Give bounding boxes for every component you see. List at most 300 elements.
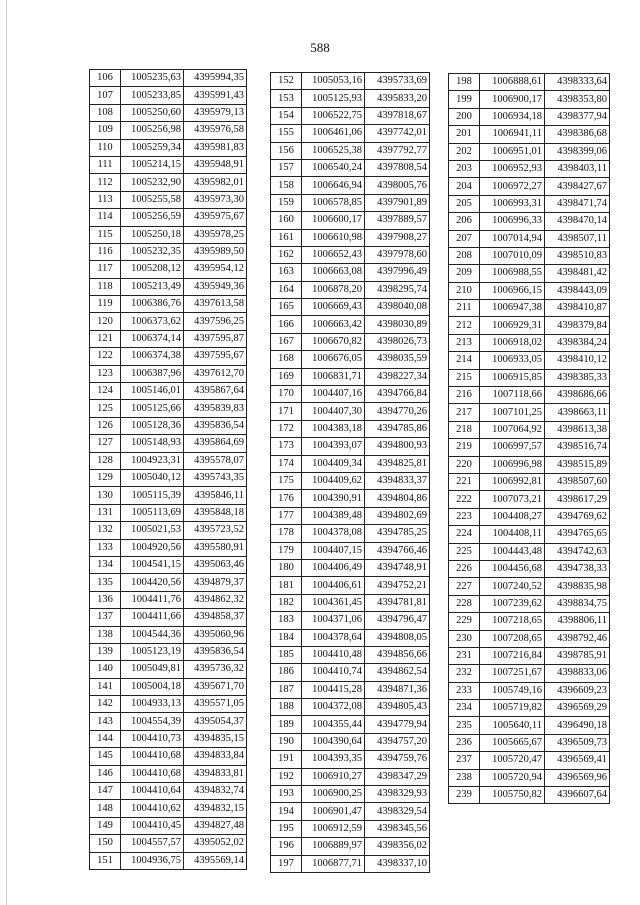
point-number-cell: 198 [449,74,480,91]
point-number-cell: 155 [271,125,302,142]
x-coordinate-cell: 1004933,13 [121,696,184,713]
table-row [449,560,610,577]
x-coordinate-cell: 1004410,74 [302,664,365,681]
y-coordinate-cell: 4395836,54 [184,643,247,660]
point-number-cell: 118 [90,278,121,295]
x-coordinate-cell: 1005255,58 [121,191,184,208]
table-row [449,352,610,369]
x-coordinate-cell: 1005214,15 [121,156,184,173]
table-row [90,678,247,695]
y-coordinate-cell: 4398507,11 [545,230,610,247]
x-coordinate-cell: 1005640,11 [480,717,545,734]
x-coordinate-cell: 1006831,71 [302,368,365,385]
point-number-cell: 219 [449,439,480,456]
y-coordinate-cell: 4395848,18 [184,504,247,521]
table-row [271,594,430,611]
table-row [271,107,430,124]
x-coordinate-cell: 1005235,63 [121,70,184,87]
x-coordinate-cell: 1006910,27 [302,768,365,785]
point-number-cell: 169 [271,368,302,385]
table-row [90,261,247,278]
point-number-cell: 114 [90,209,121,226]
x-coordinate-cell: 1005053,16 [302,73,365,90]
x-coordinate-cell: 1004936,75 [121,852,184,869]
x-coordinate-cell: 1006387,96 [121,365,184,382]
y-coordinate-cell: 4396609,23 [545,682,610,699]
point-number-cell: 193 [271,786,302,803]
table-row [449,334,610,351]
table-row [271,212,430,229]
coordinates-table-middle [270,72,430,873]
point-number-cell: 185 [271,646,302,663]
table-row [90,817,247,834]
scan-edge-line [6,0,7,905]
y-coordinate-cell: 4398040,08 [365,299,430,316]
x-coordinate-cell: 1005040,12 [121,469,184,486]
x-coordinate-cell: 1004411,66 [121,609,184,626]
table-row [449,247,610,264]
point-number-cell: 170 [271,386,302,403]
point-number-cell: 132 [90,522,121,539]
table-row [90,104,247,121]
point-number-cell: 178 [271,525,302,542]
table-row [449,595,610,612]
x-coordinate-cell: 1004410,45 [121,817,184,834]
y-coordinate-cell: 4398356,02 [365,838,430,855]
table-row [90,226,247,243]
y-coordinate-cell: 4395949,36 [184,278,247,295]
y-coordinate-cell: 4398410,87 [545,300,610,317]
table-row [271,264,430,281]
table-row [90,348,247,365]
point-number-cell: 227 [449,578,480,595]
point-number-cell: 212 [449,317,480,334]
table-row [449,300,610,317]
point-number-cell: 163 [271,264,302,281]
point-number-cell: 173 [271,438,302,455]
point-number-cell: 190 [271,733,302,750]
y-coordinate-cell: 4396569,41 [545,752,610,769]
point-number-cell: 231 [449,647,480,664]
x-coordinate-cell: 1004411,76 [121,591,184,608]
y-coordinate-cell: 4398833,06 [545,665,610,682]
table-row [449,647,610,664]
point-number-cell: 106 [90,70,121,87]
point-number-cell: 195 [271,820,302,837]
y-coordinate-cell: 4398030,89 [365,316,430,333]
y-coordinate-cell: 4395975,67 [184,209,247,226]
x-coordinate-cell: 1006373,62 [121,313,184,330]
table-row [271,733,430,750]
x-coordinate-cell: 1004389,48 [302,507,365,524]
x-coordinate-cell: 1005125,66 [121,400,184,417]
x-coordinate-cell: 1005256,59 [121,209,184,226]
point-number-cell: 140 [90,661,121,678]
table-row [90,835,247,852]
y-coordinate-cell: 4395978,25 [184,226,247,243]
y-coordinate-cell: 4395979,13 [184,104,247,121]
y-coordinate-cell: 4397612,70 [184,365,247,382]
point-number-cell: 128 [90,452,121,469]
table-row [449,578,610,595]
table-row [271,472,430,489]
x-coordinate-cell: 1006525,38 [302,142,365,159]
table-row [449,143,610,160]
table-row [90,748,247,765]
table-row [90,539,247,556]
table-row [271,507,430,524]
table-row [449,387,610,404]
point-number-cell: 208 [449,247,480,264]
point-number-cell: 220 [449,456,480,473]
x-coordinate-cell: 1004408,27 [480,508,545,525]
y-coordinate-cell: 4396490,18 [545,717,610,734]
y-coordinate-cell: 4398470,14 [545,213,610,230]
table-row [449,404,610,421]
table-row [90,504,247,521]
x-coordinate-cell: 1006918,02 [480,334,545,351]
y-coordinate-cell: 4397596,25 [184,313,247,330]
y-coordinate-cell: 4395571,05 [184,696,247,713]
x-coordinate-cell: 1004410,48 [302,646,365,663]
table-row [90,400,247,417]
x-coordinate-cell: 1005128,36 [121,417,184,434]
x-coordinate-cell: 1004390,64 [302,733,365,750]
table-row [449,160,610,177]
y-coordinate-cell: 4398227,34 [365,368,430,385]
table-row [449,265,610,282]
y-coordinate-cell: 4395054,37 [184,713,247,730]
x-coordinate-cell: 1005213,49 [121,278,184,295]
x-coordinate-cell: 1004410,73 [121,730,184,747]
point-number-cell: 108 [90,104,121,121]
point-number-cell: 180 [271,559,302,576]
point-number-cell: 141 [90,678,121,695]
table-row [449,282,610,299]
x-coordinate-cell: 1005720,94 [480,769,545,786]
y-coordinate-cell: 4398785,91 [545,647,610,664]
point-number-cell: 138 [90,626,121,643]
table-row [271,629,430,646]
y-coordinate-cell: 4397908,27 [365,229,430,246]
y-coordinate-cell: 4398377,94 [545,108,610,125]
table-row [90,191,247,208]
point-number-cell: 239 [449,787,480,804]
table-row [449,682,610,699]
table-row [271,751,430,768]
x-coordinate-cell: 1006889,97 [302,838,365,855]
point-number-cell: 236 [449,734,480,751]
y-coordinate-cell: 4397978,60 [365,246,430,263]
x-coordinate-cell: 1004383,18 [302,420,365,437]
y-coordinate-cell: 4398333,64 [545,74,610,91]
table-row [449,769,610,786]
table-row [271,855,430,872]
point-number-cell: 191 [271,751,302,768]
x-coordinate-cell: 1006941,11 [480,126,545,143]
point-number-cell: 183 [271,612,302,629]
table-row [90,556,247,573]
x-coordinate-cell: 1006988,55 [480,265,545,282]
y-coordinate-cell: 4395580,91 [184,539,247,556]
y-coordinate-cell: 4395976,58 [184,122,247,139]
table-row [449,108,610,125]
x-coordinate-cell: 1004920,56 [121,539,184,556]
y-coordinate-cell: 4398384,24 [545,334,610,351]
x-coordinate-cell: 1006996,98 [480,456,545,473]
table-row [90,661,247,678]
x-coordinate-cell: 1006877,71 [302,855,365,872]
x-coordinate-cell: 1006900,25 [302,786,365,803]
table-row [271,490,430,507]
point-number-cell: 130 [90,487,121,504]
table-row [449,317,610,334]
point-number-cell: 189 [271,716,302,733]
point-number-cell: 148 [90,800,121,817]
table-row [449,543,610,560]
y-coordinate-cell: 4398617,29 [545,491,610,508]
point-number-cell: 235 [449,717,480,734]
table-row [271,803,430,820]
x-coordinate-cell: 1004406,61 [302,577,365,594]
table-row [449,126,610,143]
point-number-cell: 161 [271,229,302,246]
x-coordinate-cell: 1004371,06 [302,612,365,629]
x-coordinate-cell: 1006578,85 [302,194,365,211]
point-number-cell: 162 [271,246,302,263]
point-number-cell: 109 [90,122,121,139]
y-coordinate-cell: 4395973,30 [184,191,247,208]
table-row [90,696,247,713]
y-coordinate-cell: 4397996,49 [365,264,430,281]
table-row [90,296,247,313]
x-coordinate-cell: 1004407,30 [302,403,365,420]
x-coordinate-cell: 1007239,62 [480,595,545,612]
table-row [271,559,430,576]
x-coordinate-cell: 1005125,93 [302,90,365,107]
y-coordinate-cell: 4394752,21 [365,577,430,594]
point-number-cell: 230 [449,630,480,647]
y-coordinate-cell: 4398613,38 [545,421,610,438]
point-number-cell: 209 [449,265,480,282]
table-row [271,159,430,176]
y-coordinate-cell: 4394779,94 [365,716,430,733]
y-coordinate-cell: 4395578,07 [184,452,247,469]
table-row [449,473,610,490]
y-coordinate-cell: 4397742,01 [365,125,430,142]
point-number-cell: 192 [271,768,302,785]
x-coordinate-cell: 1005749,16 [480,682,545,699]
y-coordinate-cell: 4394833,81 [184,765,247,782]
y-coordinate-cell: 4398663,11 [545,404,610,421]
point-number-cell: 152 [271,73,302,90]
table-row [271,351,430,368]
x-coordinate-cell: 1004407,15 [302,542,365,559]
table-row [90,765,247,782]
y-coordinate-cell: 4394785,86 [365,420,430,437]
table-row [90,383,247,400]
coordinates-table-right [448,73,610,804]
point-number-cell: 194 [271,803,302,820]
table-row [90,313,247,330]
table-row [449,665,610,682]
y-coordinate-cell: 4398515,89 [545,456,610,473]
table-row [90,243,247,260]
y-coordinate-cell: 4395836,54 [184,417,247,434]
point-number-cell: 171 [271,403,302,420]
y-coordinate-cell: 4394759,76 [365,751,430,768]
x-coordinate-cell: 1004456,68 [480,560,545,577]
point-number-cell: 154 [271,107,302,124]
x-coordinate-cell: 1006374,38 [121,348,184,365]
y-coordinate-cell: 4397901,89 [365,194,430,211]
table-row [449,526,610,543]
point-number-cell: 207 [449,230,480,247]
x-coordinate-cell: 1006669,43 [302,299,365,316]
point-number-cell: 151 [90,852,121,869]
point-number-cell: 223 [449,508,480,525]
y-coordinate-cell: 4395063,46 [184,556,247,573]
point-number-cell: 115 [90,226,121,243]
point-number-cell: 123 [90,365,121,382]
x-coordinate-cell: 1005115,39 [121,487,184,504]
point-number-cell: 110 [90,139,121,156]
y-coordinate-cell: 4398035,59 [365,351,430,368]
table-row [90,574,247,591]
table-row [449,700,610,717]
y-coordinate-cell: 4394802,69 [365,507,430,524]
table-row [449,752,610,769]
x-coordinate-cell: 1004410,68 [121,748,184,765]
point-number-cell: 202 [449,143,480,160]
x-coordinate-cell: 1005720,47 [480,752,545,769]
table-row [271,612,430,629]
point-number-cell: 175 [271,472,302,489]
point-number-cell: 139 [90,643,121,660]
y-coordinate-cell: 4398443,09 [545,282,610,299]
x-coordinate-cell: 1007073,21 [480,491,545,508]
y-coordinate-cell: 4396607,64 [545,787,610,804]
x-coordinate-cell: 1004557,57 [121,835,184,852]
x-coordinate-cell: 1006461,06 [302,125,365,142]
table-row [271,681,430,698]
x-coordinate-cell: 1004378,64 [302,629,365,646]
x-coordinate-cell: 1006878,20 [302,281,365,298]
x-coordinate-cell: 1007208,65 [480,630,545,647]
y-coordinate-cell: 4394858,37 [184,609,247,626]
y-coordinate-cell: 4398386,68 [545,126,610,143]
y-coordinate-cell: 4397595,67 [184,348,247,365]
table-row [449,491,610,508]
y-coordinate-cell: 4398385,33 [545,369,610,386]
y-coordinate-cell: 4395833,20 [365,90,430,107]
x-coordinate-cell: 1007101,25 [480,404,545,421]
point-number-cell: 216 [449,387,480,404]
x-coordinate-cell: 1005148,93 [121,435,184,452]
point-number-cell: 218 [449,421,480,438]
point-number-cell: 168 [271,351,302,368]
x-coordinate-cell: 1006522,75 [302,107,365,124]
x-coordinate-cell: 1004420,56 [121,574,184,591]
point-number-cell: 149 [90,817,121,834]
x-coordinate-cell: 1004410,62 [121,800,184,817]
x-coordinate-cell: 1006993,31 [480,195,545,212]
point-number-cell: 205 [449,195,480,212]
x-coordinate-cell: 1006915,85 [480,369,545,386]
y-coordinate-cell: 4394804,86 [365,490,430,507]
x-coordinate-cell: 1006676,05 [302,351,365,368]
table-row [271,542,430,559]
table-row [90,365,247,382]
point-number-cell: 156 [271,142,302,159]
table-row [90,730,247,747]
y-coordinate-cell: 4398337,10 [365,855,430,872]
y-coordinate-cell: 4398295,74 [365,281,430,298]
point-number-cell: 188 [271,699,302,716]
x-coordinate-cell: 1007216,84 [480,647,545,664]
x-coordinate-cell: 1005123,19 [121,643,184,660]
x-coordinate-cell: 1005146,01 [121,383,184,400]
table-row [271,699,430,716]
point-number-cell: 165 [271,299,302,316]
y-coordinate-cell: 4398379,84 [545,317,610,334]
x-coordinate-cell: 1007251,67 [480,665,545,682]
table-row [271,455,430,472]
point-number-cell: 187 [271,681,302,698]
point-number-cell: 203 [449,160,480,177]
table-row [271,316,430,333]
y-coordinate-cell: 4398005,76 [365,177,430,194]
point-number-cell: 201 [449,126,480,143]
point-number-cell: 147 [90,783,121,800]
y-coordinate-cell: 4397595,87 [184,330,247,347]
y-coordinate-cell: 4394766,46 [365,542,430,559]
point-number-cell: 181 [271,577,302,594]
y-coordinate-cell: 4398471,74 [545,195,610,212]
point-number-cell: 157 [271,159,302,176]
point-number-cell: 233 [449,682,480,699]
y-coordinate-cell: 4394835,15 [184,730,247,747]
y-coordinate-cell: 4394781,81 [365,594,430,611]
y-coordinate-cell: 4394827,48 [184,817,247,834]
x-coordinate-cell: 1006663,42 [302,316,365,333]
table-row [449,421,610,438]
x-coordinate-cell: 1006670,82 [302,333,365,350]
point-number-cell: 117 [90,261,121,278]
point-number-cell: 146 [90,765,121,782]
table-row [271,333,430,350]
point-number-cell: 135 [90,574,121,591]
y-coordinate-cell: 4398834,75 [545,595,610,612]
x-coordinate-cell: 1004406,49 [302,559,365,576]
x-coordinate-cell: 1004361,45 [302,594,365,611]
y-coordinate-cell: 4398481,42 [545,265,610,282]
y-coordinate-cell: 4394871,36 [365,681,430,698]
x-coordinate-cell: 1004409,34 [302,455,365,472]
point-number-cell: 134 [90,556,121,573]
point-number-cell: 159 [271,194,302,211]
table-row [271,299,430,316]
y-coordinate-cell: 4394833,84 [184,748,247,765]
y-coordinate-cell: 4394862,54 [365,664,430,681]
x-coordinate-cell: 1007064,92 [480,421,545,438]
table-row [449,369,610,386]
y-coordinate-cell: 4398410,12 [545,352,610,369]
table-row [90,487,247,504]
table-row [271,90,430,107]
x-coordinate-cell: 1006600,17 [302,212,365,229]
x-coordinate-cell: 1004415,28 [302,681,365,698]
